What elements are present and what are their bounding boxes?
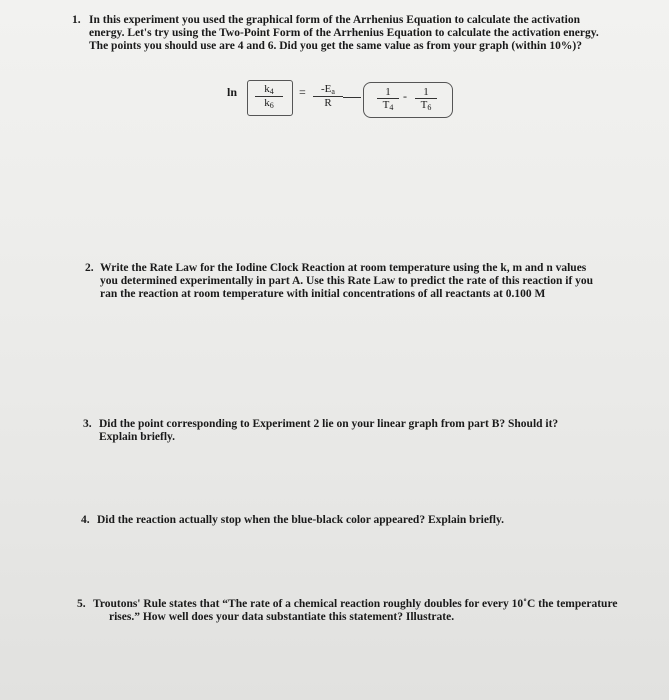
rate-constant-ratio: [255, 83, 283, 110]
k-top: k: [264, 83, 270, 95]
t6-subscript: 6: [427, 103, 432, 112]
question-text-line: you determined experimentally in part A. Use this Rate Law to predict the rate of this reaction if you: [100, 275, 594, 287]
question-text-line: rises.” How well does your data substantiate this statement? Illustrate.: [109, 611, 455, 623]
connector-line: [343, 97, 361, 98]
inverse-temperature-4: [377, 86, 399, 112]
question-text-line: Explain briefly.: [99, 431, 176, 443]
question-number: 5.: [77, 598, 86, 610]
one-numerator: 1: [377, 86, 399, 99]
question-text-line: Troutons' Rule states that “The rate of a chemical reaction roughly doubles for every 10˚C the temperature: [93, 598, 618, 610]
t4: T: [382, 99, 390, 111]
ln-symbol: ln: [227, 85, 238, 99]
question-text-line: Write the Rate Law for the Iodine Clock Reaction at room temperature using the k, m and n values: [100, 262, 587, 274]
activation-energy-term: [313, 83, 343, 109]
question-number: 1.: [72, 14, 81, 26]
question-text-line: The points you should use are 4 and 6. Did you get the same value as from your graph (within 10%)?: [89, 40, 582, 52]
question-1: [72, 14, 599, 53]
arrhenius-two-point-equation: [227, 78, 467, 123]
inverse-temperature-6: [415, 86, 437, 112]
t4-subscript: 4: [389, 103, 394, 112]
question-text-line: energy. Let's try using the Two-Point Form of the Arrhenius Equation to calculate the activation energy.: [89, 27, 599, 39]
equals-sign: =: [299, 85, 306, 99]
question-5: [77, 598, 617, 624]
k-bottom-subscript: 6: [269, 101, 274, 110]
question-2: [85, 262, 593, 301]
k-bottom: k: [264, 97, 270, 109]
question-text-line: Did the point corresponding to Experiment 2 lie on your linear graph from part B? Should it?: [99, 418, 559, 430]
question-3: [83, 418, 558, 444]
minus-sign: -: [403, 89, 407, 103]
question-4: [81, 514, 504, 527]
one-numerator: 1: [415, 86, 437, 99]
question-text-line: Did the reaction actually stop when the blue-black color appeared? Explain briefly.: [97, 514, 504, 526]
question-text-line: ran the reaction at room temperature with initial concentrations of all reactants at 0.100 M: [100, 288, 546, 300]
gas-constant: R: [324, 97, 332, 109]
ea-subscript: a: [331, 87, 335, 96]
question-number: 4.: [81, 514, 90, 526]
k-top-subscript: 4: [269, 87, 274, 96]
t6: T: [420, 99, 428, 111]
question-text-line: In this experiment you used the graphical form of the Arrhenius Equation to calculate the activation: [89, 14, 580, 26]
question-number: 2.: [85, 262, 94, 274]
question-number: 3.: [83, 418, 92, 430]
ea-numerator: -E: [321, 83, 332, 95]
